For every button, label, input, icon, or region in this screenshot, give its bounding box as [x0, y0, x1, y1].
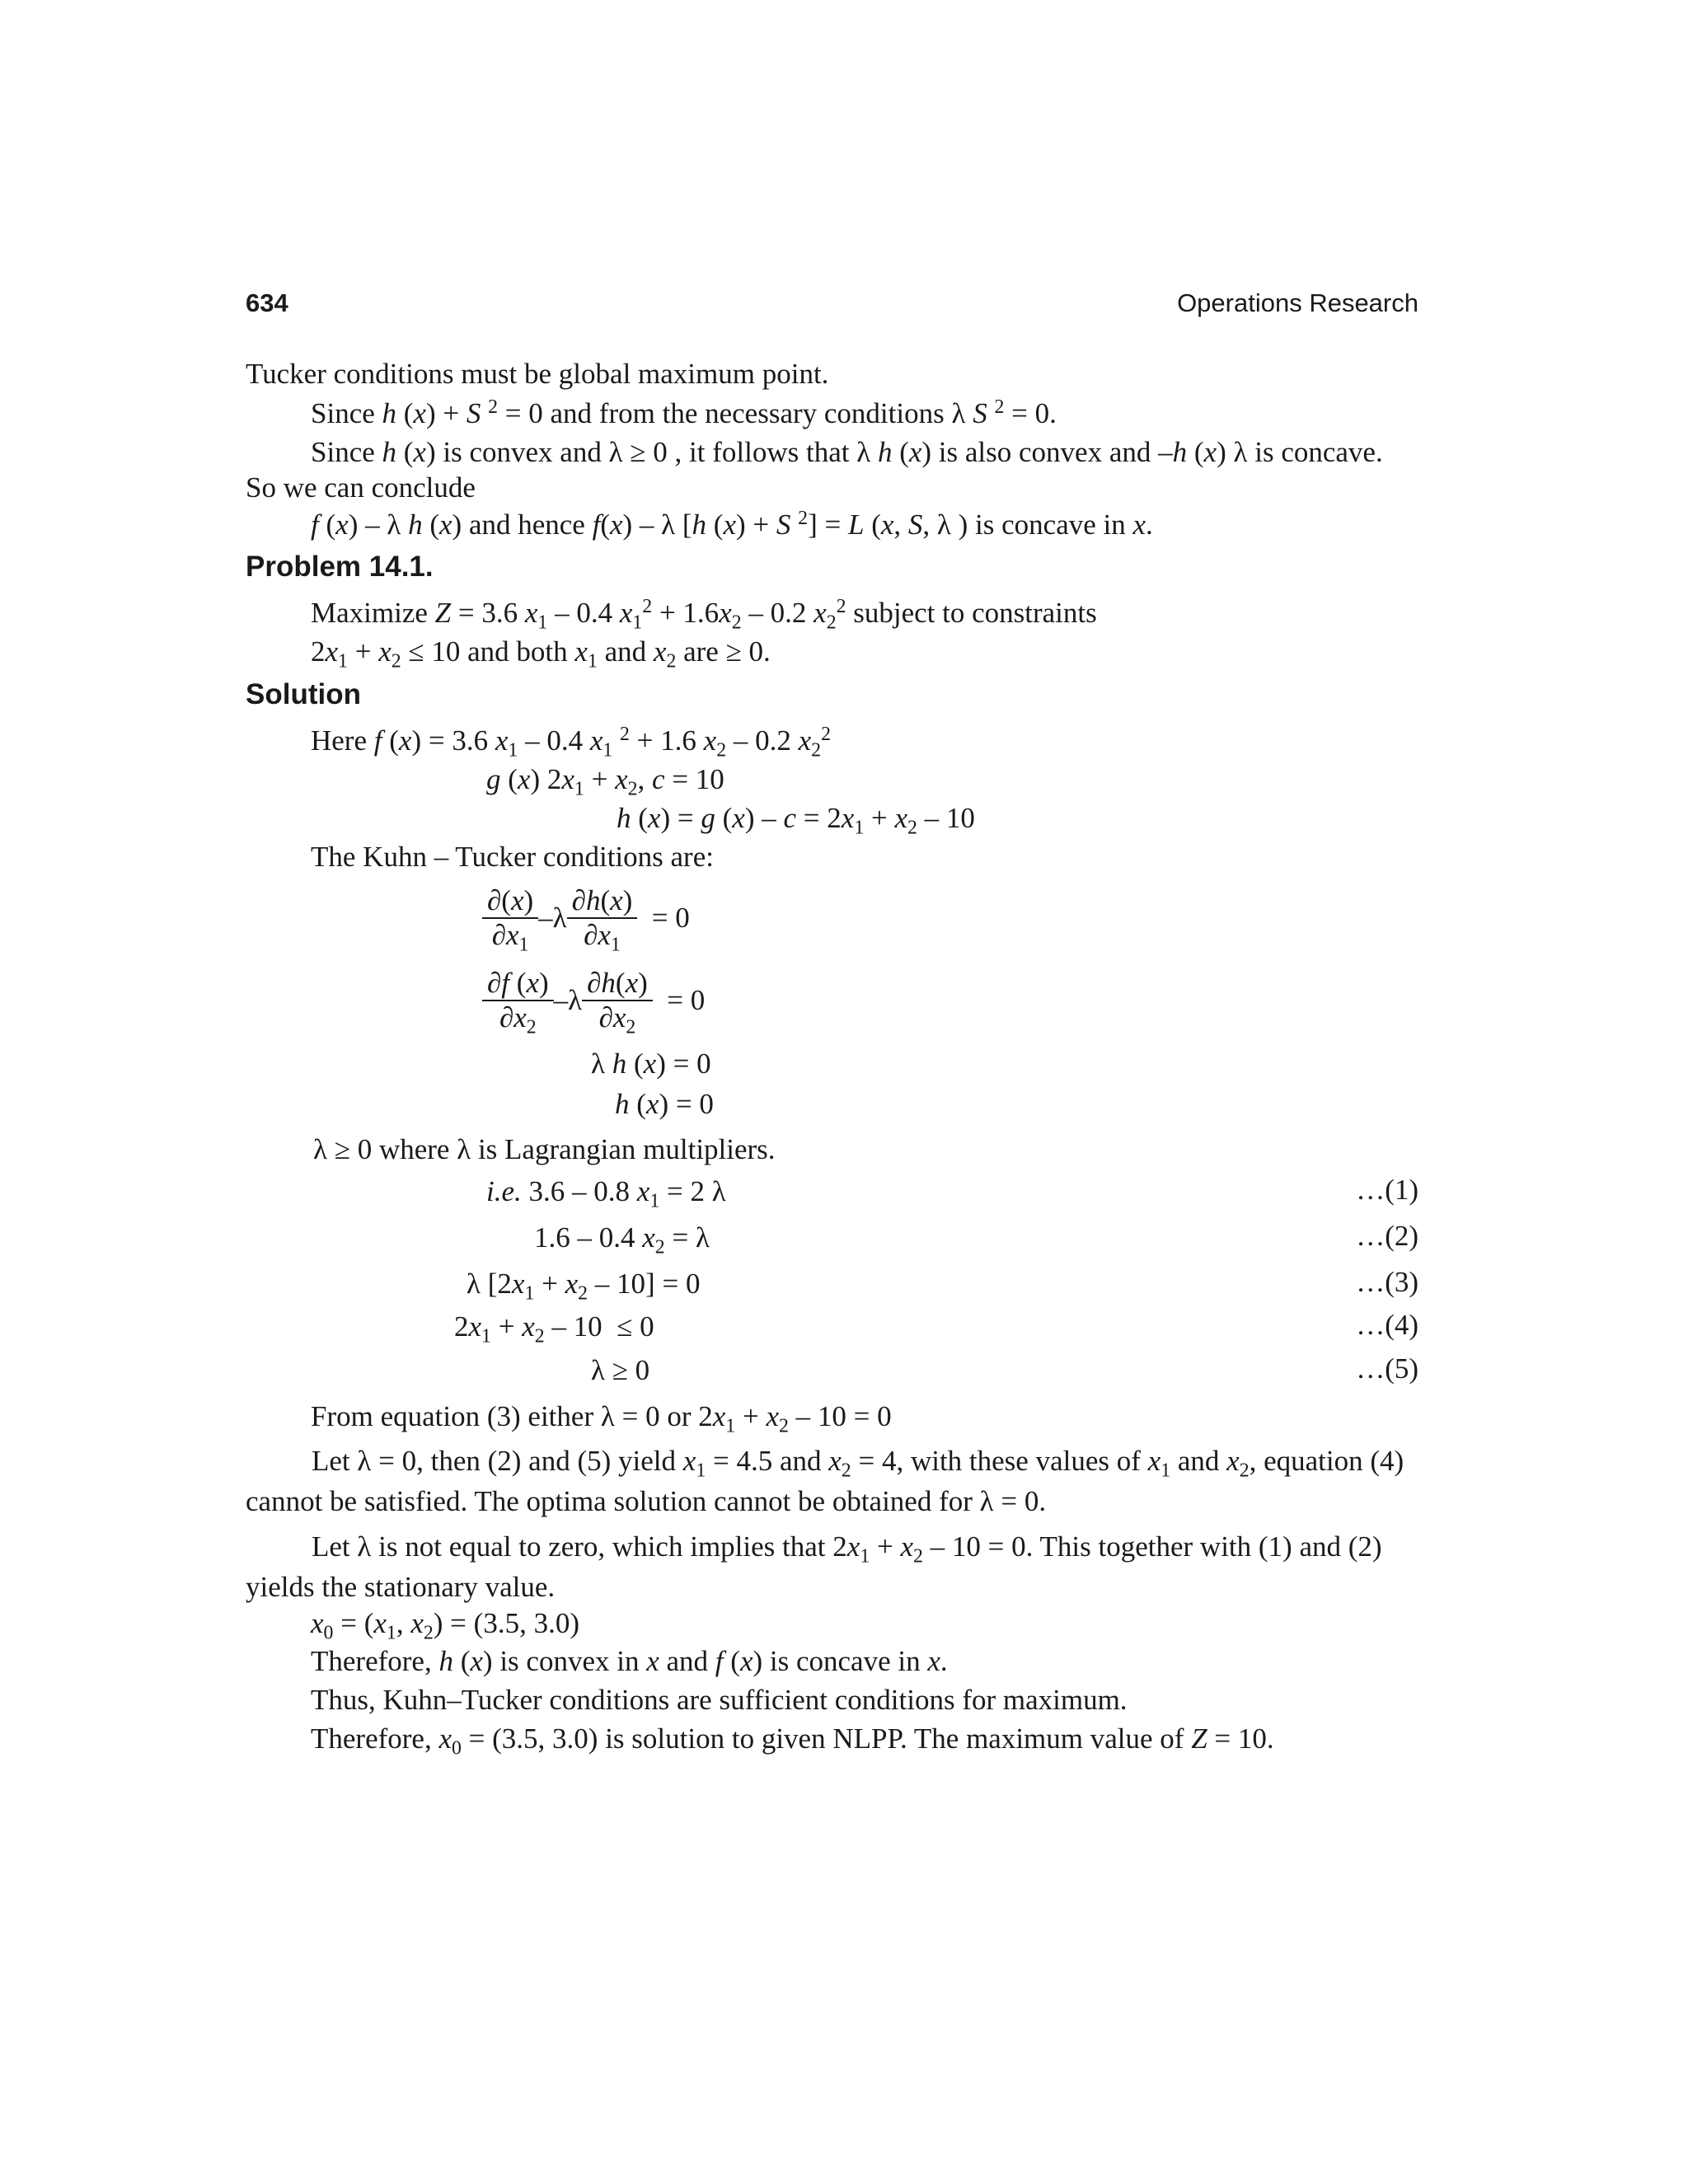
solution-h: h (x) = g $(x) - c = 2x_1 + x_2 - 10$ — [617, 802, 975, 839]
lagrangian-note: λ ≥ 0 where λ is Lagrangian multipliers. — [313, 1133, 776, 1165]
equation-5: λ ≥ 0 — [591, 1354, 650, 1386]
equation-tag-2: …(2) — [1356, 1220, 1418, 1252]
final-answer: Therefore, $x_0 = (3.5$, 3.0) is solution to given NLPP. The maximum value of Z = 10. — [311, 1722, 1274, 1760]
kt-intro: The Kuhn – Tucker conditions are: — [311, 841, 714, 873]
equation-tag-1: …(1) — [1356, 1174, 1418, 1206]
equation-tag-4: …(4) — [1356, 1309, 1418, 1341]
kt-equation-1: $\frac{\partial(x)}{\partial x_1}$ –λ $\frac{\partial h(x)}{\partial x_1}$ = 0 — [482, 884, 690, 952]
intro-line-4: So we can conclude — [246, 471, 476, 504]
lambda-zero-paragraph: Let λ = 0, then (2) and (5) yield $x_1 = 4.5$ and $x_2 = 4$, with these values of $x_1$ and $x_2$, equation (4) cannot be satisfied. The optima solution cannot be obtained for λ = 0. — [246, 1445, 1404, 1517]
convexity-conclusion: Therefore, h (x) is convex in x and f (x) is concave in x. — [311, 1645, 948, 1677]
equation-4: $2x_1 + x_2 - 10 \le 0$ — [454, 1310, 654, 1347]
problem-heading: Problem 14.1. — [246, 551, 434, 583]
solution-g: g (x) $2x_1 + x_2$, c = 10 — [486, 763, 724, 800]
intro-line-5: f (x) – λ h (x) and hence f(x) – λ [h (x) + S $^2$] = L (x, S, λ ) is concave in x. — [311, 508, 1153, 541]
equation-1: i.e. 3.6 – 0.8 $x_1 = 2$ λ — [486, 1175, 726, 1212]
equation-2: 1.6 – 0.4 $x_2 = \lambda$ — [534, 1221, 710, 1258]
kt-equation-3: λ h (x) = 0 — [591, 1047, 711, 1080]
lambda-nonzero-paragraph: Let λ is not equal to zero, which implies that $2x_1 + x_2 - 10 = 0$. This together with (1) and (2) yields the stationary value. — [246, 1530, 1382, 1603]
from-equation-3: From equation (3) either λ = 0 or $2x_1 + x_2 - 10 = 0$ — [311, 1400, 892, 1437]
intro-line-3: Since h (x) is convex and λ ≥ 0 , it follows that λ h (x) is also convex and –h (x) λ is concave. — [311, 436, 1383, 468]
equation-tag-3: …(3) — [1356, 1266, 1418, 1298]
intro-line-2: Since h (x) + S $^2$ = 0 and from the necessary conditions λ S $^2$ = 0. — [311, 396, 1057, 429]
equation-3: λ $[2x_1 + x_2 - 10] = 0$ — [467, 1268, 701, 1305]
running-title: Operations Research — [1177, 288, 1418, 317]
intro-line-1: Tucker conditions must be global maximum point. — [246, 358, 829, 390]
sufficiency-statement: Thus, Kuhn–Tucker conditions are sufficient conditions for maximum. — [311, 1684, 1128, 1716]
solution-heading: Solution — [246, 678, 361, 710]
stationary-value: $x_0 = (x_1$, $x_2) = (3.5$, 3.0) — [311, 1607, 579, 1644]
kt-equation-4: h (x) = 0 — [615, 1088, 714, 1120]
kt-equation-2: $\frac{\partial f (x)}{\partial x_2}$ –λ $\frac{\partial h(x)}{\partial x_2}$ = 0 — [482, 967, 705, 1034]
solution-f: Here f (x) = 3.6 $x_1 - 0.4$ $x_1$ $^2$ + 1.6 $x_2 - 0.2$ $x_2^2$ — [311, 724, 831, 762]
problem-constraint: $2x_1 + x_2 \le 10$ and both $x_1$ and $x_2$ are ≥ 0. — [311, 635, 771, 673]
problem-objective: Maximize Z = 3.6 $x_1 - 0.4$ $x_1^2 + 1.6x_2 - 0.2$ $x_2^2$ subject to constraints — [311, 596, 1097, 634]
equation-tag-5: …(5) — [1356, 1352, 1418, 1385]
page-number: 634 — [246, 288, 288, 317]
